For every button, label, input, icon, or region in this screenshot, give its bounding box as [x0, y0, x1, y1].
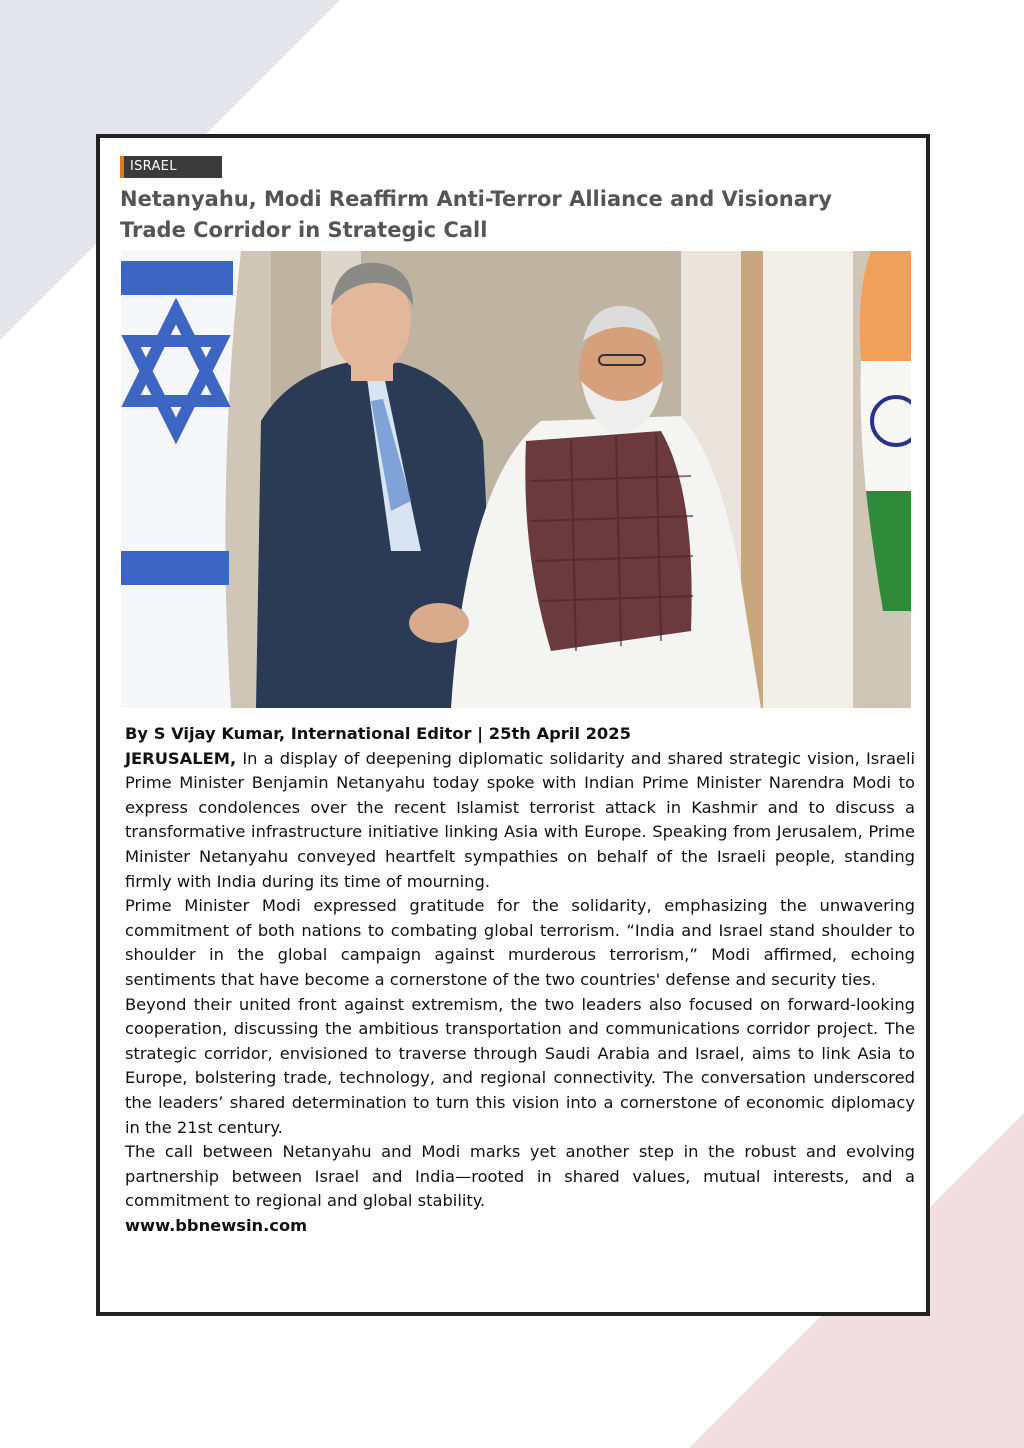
- article-headline: Netanyahu, Modi Reaffirm Anti-Terror Alliance and Visionary Trade Corridor in Strategic Call: [120, 187, 832, 242]
- article-paragraph-4: The call between Netanyahu and Modi marks yet another step in the robust and evolving partnership between Israel and India—rooted in shared values, mutual interests, and a commitment to regional and global stability.: [125, 1142, 915, 1211]
- article-paragraph-2: Prime Minister Modi expressed gratitude for the solidarity, emphasizing the unwavering commitment of both nations to combating global terrorism. “India and Israel stand shoulder to shoulder in the global campaign against murderous terrorism,” Modi affirmed, echoing sentiments that have become a cornerstone of the two countries' defense and security ties.: [125, 896, 915, 989]
- category-tag[interactable]: ISRAEL: [120, 156, 222, 178]
- article-dateline: JERUSALEM,: [125, 748, 237, 768]
- article-frame: [96, 134, 930, 1316]
- article-paragraph-3: Beyond their united front against extremism, the two leaders also focused on forward-looking cooperation, discussing the ambitious transportation and communications corridor project. The strategic corridor, envisioned to traverse through Saudi Arabia and Israel, aims to link Asia to Europe, bolstering trade, technology, and regional connectivity. The conversation underscored the leaders’ shared determination to turn this vision into a cornerstone of economic diplomacy in the 21st century.: [125, 994, 915, 1137]
- website-link[interactable]: www.bbnewsin.com: [125, 1215, 308, 1235]
- article-byline: By S Vijay Kumar, International Editor | 25th April 2025: [125, 724, 631, 743]
- article-photo: [121, 251, 911, 708]
- paragraph-1-text: In a display of deepening diplomatic solidarity and shared strategic vision, Israeli Prime Minister Benjamin Netanyahu today spoke with Indian Prime Minister Narendra Modi to express condolences over the recent Islamist terrorist attack in Kashmir and to discuss a transformative infrastructure initiative linking Asia with Europe. Speaking from Jerusalem, Prime Minister Netanyahu conveyed heartfelt sympathies on behalf of the Israeli people, standing firmly with India during its time of mourning.: [125, 748, 915, 891]
- article-paragraph-1: [125, 747, 915, 895]
- article-body: [125, 722, 915, 1238]
